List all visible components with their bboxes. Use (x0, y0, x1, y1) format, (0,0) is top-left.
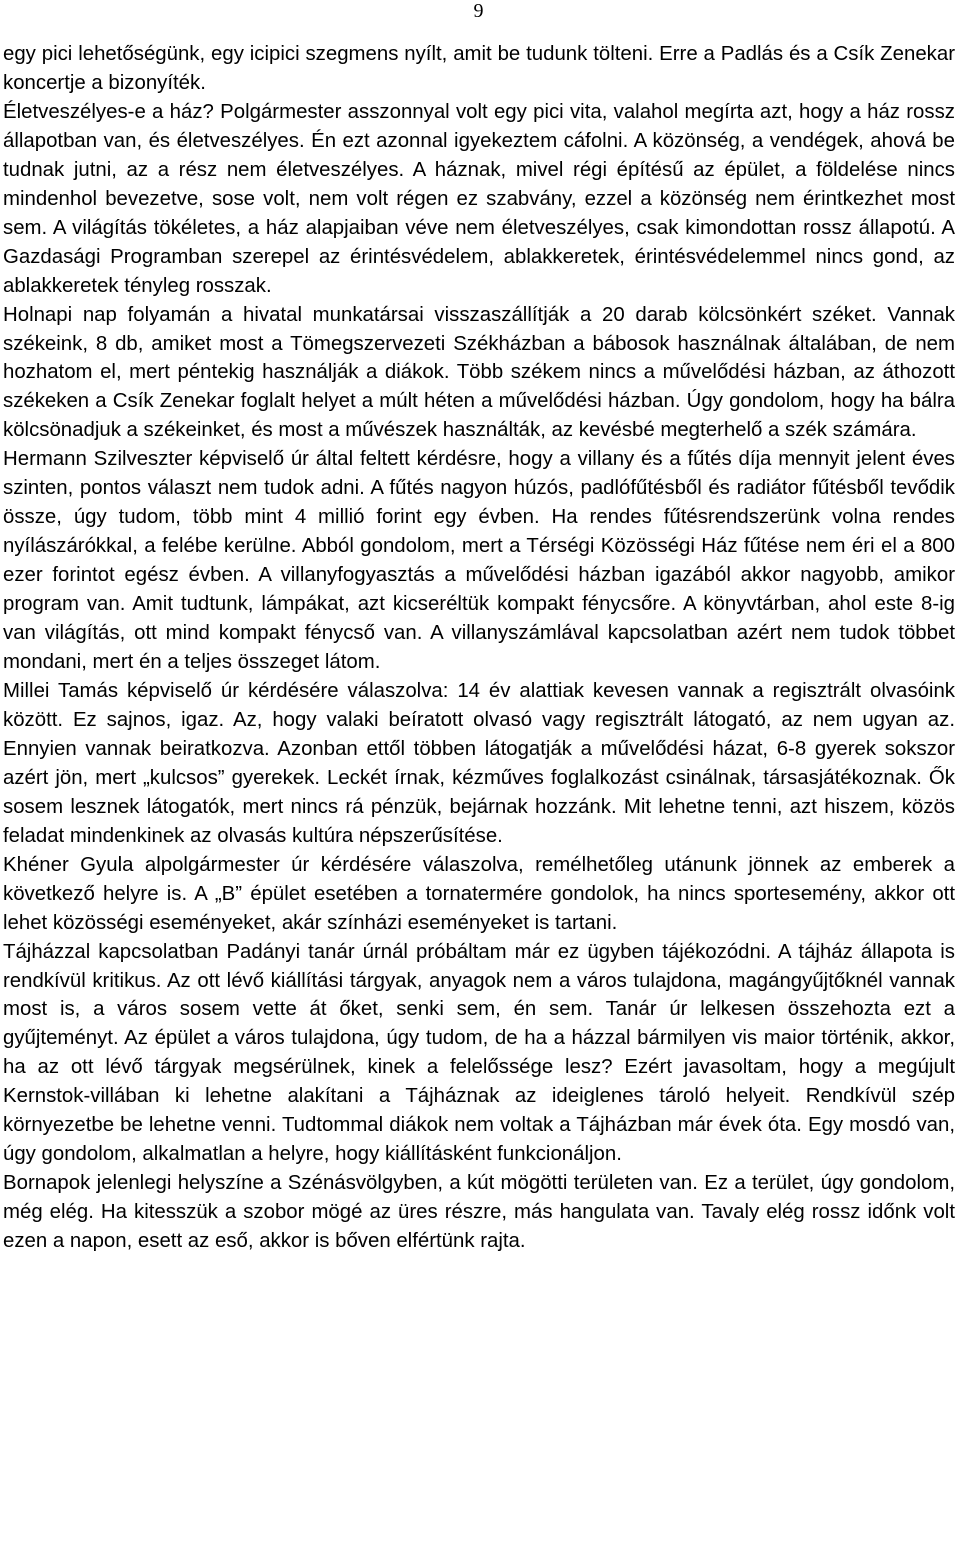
page-number (0, 0, 960, 22)
paragraph: Hermann Szilveszter képviselő úr által feltett kérdésre, hogy a villany és a fűtés díja mennyit jelent éves szinten, pontos választ nem tudok adni. A fűtés nagyon húzós, padlófűtésből és radiátor fűtésből tevődik össze, úgy tudom, több mint 4 millió forint egy évben. Ha rendes fűtésrendszerünk volna rendes nyílászárókkal, a felébe kerülne. Abból gondolom, mert a Térségi Közösségi Ház fűtése nem éri el a 800 ezer forintot egész évben. A villanyfogyasztás a művelődési házban igazából akkor nagyobb, amikor program van. Amit tudtunk, lámpákat, azt kicseréltük kompakt fénycsőre. A könyvtárban, ahol este 8-ig van világítás, ott mind kompakt fénycső van. A villanyszámlával kapcsolatban azért nem tudok többet mondani, mert én a teljes összeget látom. (3, 448, 955, 674)
paragraph: Tájházzal kapcsolatban Padányi tanár úrnál próbáltam már ez ügyben tájékozódni. A tájház állapota is rendkívül kritikus. Az ott lévő kiállítási tárgyak, anyagok nem a város tulajdona, magángyűjtőknél vannak most is, a város sosem vette át őket, senki sem, én sem. Tanár úr lelkesen összehozta ezt a gyűjteményt. Az épület a város tulajdona, úgy tudom, de ha a házzal bármilyen vis maior történik, akkor, ha az ott lévő tárgyak megsérülnek, kinek a felelőssége lesz? Ezért javasoltam, hogy a megújult Kernstok-villában ki lehetne alakítani a Tájháznak az ideiglenes tároló helyeit. Rendkívül szép környezetbe be lehetne venni. Tudtommal diákok nem voltak a Tájházban már évek óta. Egy mosdó van, úgy gondolom, alkalmatlan a helyre, hogy kiállításként funkcionáljon. (3, 940, 955, 1166)
paragraph: Életveszélyes-e a ház? Polgármester asszonnyal volt egy pici vita, valahol megírta azt, hogy a ház rossz állapotban van, és életveszélyes. Én ezt azonnal igyekeztem cáfolni. A közönség, a vendégek, ahová be tudnak jutni, az a rész nem életveszélyes. A háznak, mivel régi építésű az épület, a földelése nincs mindenhol bevezetve, sose volt, nem volt régen ez szabvány, ezzel a közönség nem érintkezhet most sem. A világítás tökéletes, a ház alapjaiban véve nem életveszélyes, csak kimondottan rossz állapotú. A Gazdasági Programban szerepel az érintésvédelem, ablakkeretek, érintésvédelemmel nincs gond, az ablakkeretek tényleg rosszak. (3, 100, 955, 297)
document-body (3, 40, 955, 1256)
paragraph: Holnapi nap folyamán a hivatal munkatársai visszaszállítják a 20 darab kölcsönkért széket. Vannak székeink, 8 db, amiket most a Tömegszervezeti Székházban a bábosok használnak általában, de nem hozhatom el, mert péntekig használják a diákok. Több székem nincs a művelődési házban, az áthozott székeken a Csík Zenekar foglalt helyet a múlt héten a művelődési házban. Úgy gondolom, hogy ha bálra kölcsönadjuk a székeinket, és most a művészek használták, az kevésbé megterhelő a szék számára. (3, 303, 955, 442)
page-number-text: 9 (473, 0, 484, 22)
paragraph: Bornapok jelenlegi helyszíne a Szénásvölgyben, a kút mögötti területen van. Ez a terület, úgy gondolom, még elég. Ha kitesszük a szobor mögé az üres részre, más hangulata van. Tavaly elég rossz időnk volt ezen a napon, esett az eső, akkor is bőven elfértünk rajta. (3, 1172, 955, 1253)
paragraph: Millei Tamás képviselő úr kérdésére válaszolva: 14 év alattiak kevesen vannak a regisztrált olvasóink között. Ez sajnos, igaz. Az, hogy valaki beíratott olvasó vagy regisztrált látogató, az nem ugyan az. Ennyien vannak beiratkozva. Azonban ettől többen látogatják a művelődési házat, 6-8 gyerek sokszor azért jön, mert „kulcsos” gyerekek. Leckét írnak, kézműves foglalkozást csinálnak, társasjátékoznak. Ők sosem lesznek látogatók, mert nincs rá pénzük, bejárnak hozzánk. Mit lehetne tenni, azt hiszem, közös feladat mindenkinek az olvasás kultúra népszerűsítése. (3, 679, 955, 847)
paragraph: egy pici lehetőségünk, egy icipici szegmens nyílt, amit be tudunk tölteni. Erre a Padlás és a Csík Zenekar koncertje a bizonyíték. (3, 43, 955, 94)
paragraph: Khéner Gyula alpolgármester úr kérdésére válaszolva, remélhetőleg utánunk jönnek az emberek a következő helyre is. A „B” épület esetében a tornatermére gondolok, ha nincs sportesemény, akkor ott lehet közösségi eseményeket, akár színházi eseményeket is tartani. (3, 853, 955, 934)
